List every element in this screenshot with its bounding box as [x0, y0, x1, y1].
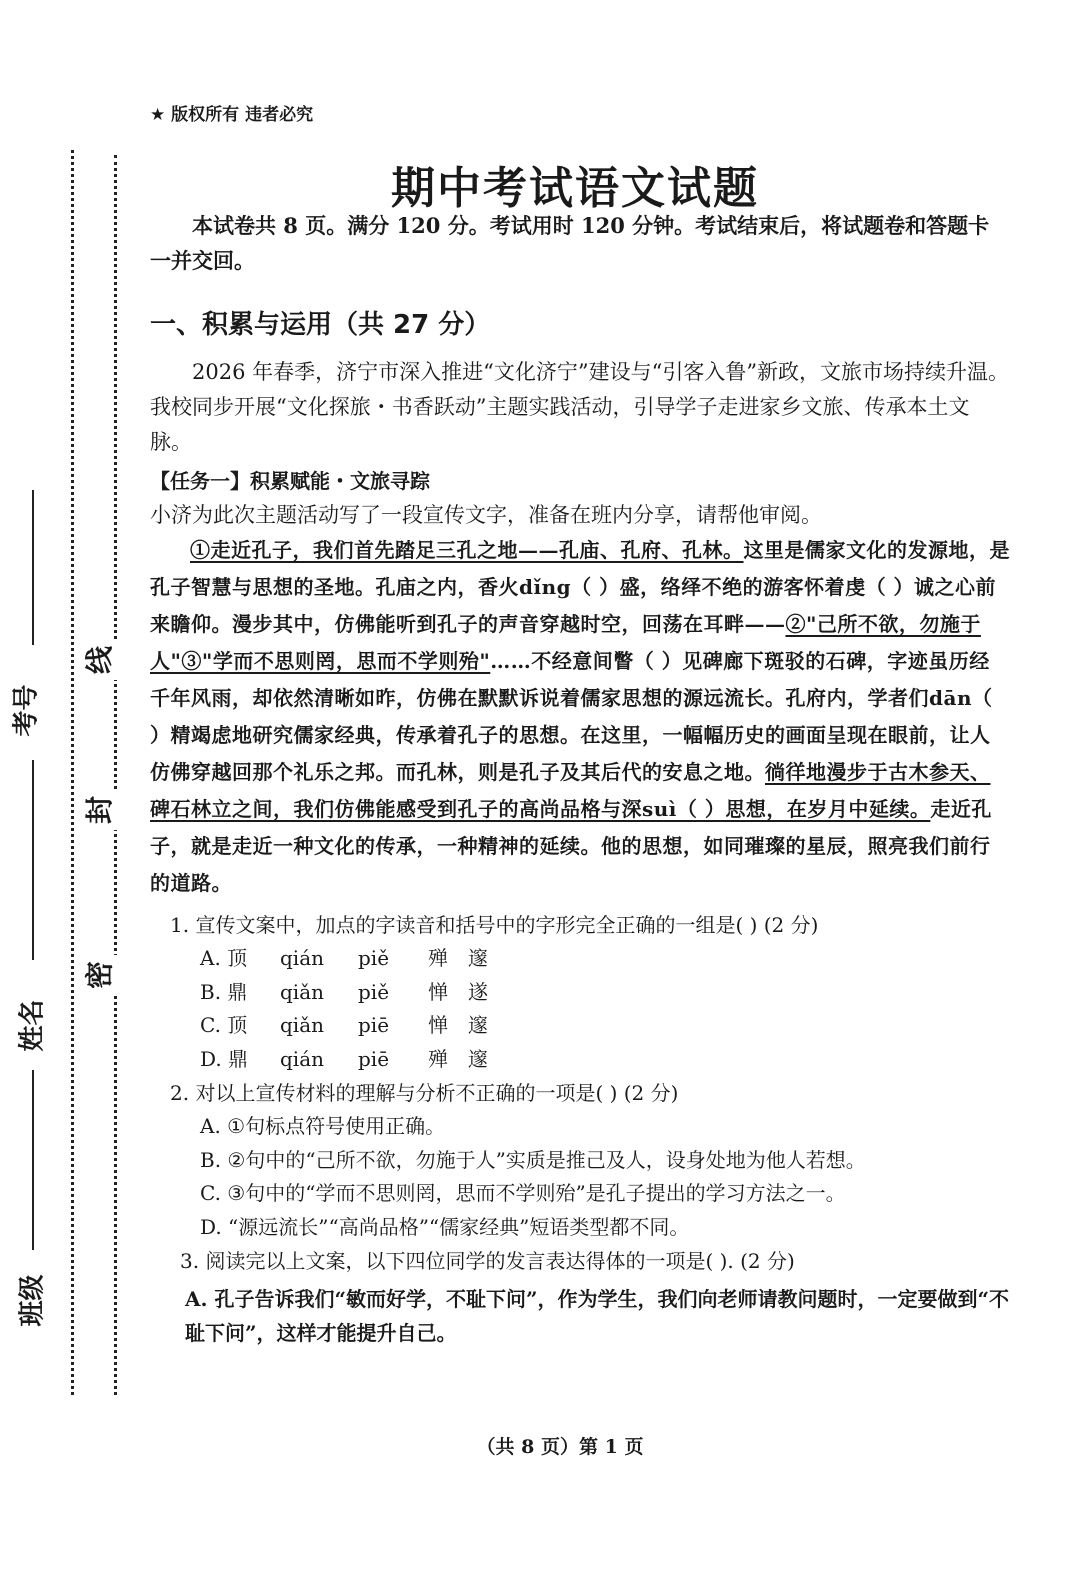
q1-option-a[interactable]: A. 顶 qián piě 殚 邃: [200, 946, 488, 970]
binding-dotted-line-outer: [71, 150, 74, 1395]
q1-option-c[interactable]: C. 顶 qiǎn piē 惮 邃: [200, 1013, 488, 1037]
task-description: 小济为此次主题活动写了一段宣传文字，准备在班内分享，请帮他审阅。: [150, 503, 822, 527]
sentence-2-3: ②"己所不欲，勿施于人"③"学而不思则罔，思而不学则殆": [150, 612, 981, 673]
q2-option-a[interactable]: A. ①句标点符号使用正确。: [200, 1114, 446, 1138]
seal-feng: 封: [78, 790, 118, 830]
q1-option-d[interactable]: D. 鼎 qián piē 殚 邃: [200, 1046, 488, 1071]
copyright-notice: ★ 版权所有 违者必究: [150, 105, 314, 125]
sentence-1: ①走近孔子，我们首先踏足三孔之地——孔庙、孔府、孔林。: [190, 538, 744, 562]
passage-part-2: 这里是儒家文化的发源地，是孔子智慧与思想的圣地。孔庙之内，香火dǐng（ ）盛，络绎不绝的游客怀着虔（ ）诚之心前来瞻仰。漫步其中，仿佛能听到孔子的声音穿越时空，回荡在耳畔——: [150, 538, 1010, 636]
name-label: 姓名: [10, 995, 51, 1055]
id-label: 考号: [4, 680, 45, 740]
section-heading: 一、积累与运用（共 27 分）: [150, 310, 491, 340]
name-fill-line-top: [32, 760, 34, 960]
exam-title: 期中考试语文试题: [391, 163, 759, 214]
name-fill-line: [32, 1070, 34, 1250]
q2-option-c[interactable]: C. ③句中的“学而不思则罔，思而不学则殆”是孔子提出的学习方法之一。: [200, 1181, 846, 1205]
question-2: 2. 对以上宣传材料的理解与分析不正确的一项是( ) (2 分): [170, 1081, 679, 1105]
sentence-wavy: 徜徉地漫步于古木参天、碑石林立之间，我们仿佛能感受到孔子的高尚品格与深suì（ ）思想，在岁月中延续。: [150, 760, 991, 821]
promo-passage: [150, 532, 1010, 902]
page-footer: （共 8 页）第 1 页: [476, 1436, 644, 1458]
exam-content: [150, 208, 1010, 1350]
class-label: 班级: [10, 1270, 51, 1330]
context-paragraph: 2026 年春季，济宁市深入推进“文化济宁”建设与“引客入鲁”新政，文旅市场持续升温。我校同步开展“文化探旅・书香跃动”主题实践活动，引导学子走进家乡文旅、传承本土文脉。: [150, 360, 1010, 454]
q3-option-a[interactable]: A. 孔子告诉我们“敏而好学，不耻下问”，作为学生，我们向老师请教问题时，一定要做到“不耻下问”，这样才能提升自己。: [185, 1287, 1009, 1345]
question-3: 3. 阅读完以上文案，以下四位同学的发言表达得体的一项是( ). (2 分): [180, 1249, 795, 1273]
exam-instructions: 本试卷共 8 页。满分 120 分。考试用时 120 分钟。考试结束后，将试题卷和答题卡一并交回。: [150, 213, 990, 273]
question-1: 1. 宣传文案中，加点的字读音和括号中的字形完全正确的一组是( ) (2 分): [170, 913, 819, 937]
passage-part-6: 走近孔子，就是走近一种文化的传承，一种精神的延续。他的思想，如同璀璨的星辰，照亮我们前行的道路。: [150, 797, 992, 895]
q2-option-b[interactable]: B. ②句中的“己所不欲，勿施于人”实质是推己及人，设身处地为他人若想。: [200, 1147, 866, 1172]
seal-xian: 线: [78, 640, 118, 680]
binding-dotted-line-inner: [114, 155, 117, 1395]
question-1-options: [200, 942, 1010, 1076]
q1-option-b[interactable]: B. 鼎 qiǎn piě 惮 遂: [200, 979, 488, 1004]
passage-part-4: ……不经意间瞥（ ）见碑廊下斑驳的石碑，字迹虽历经千年风雨，却依然清晰如昨，仿佛在默默诉说着儒家思想的源远流长。孔府内，学者们dān（ ）精竭虑地研究儒家经典，传承着孔子的思想。在这里，一幅幅历史的画面呈现在眼前，让人仿佛穿越回那个礼乐之邦。而孔林，则是孔子及其后代的安息之地。: [150, 649, 993, 784]
id-fill-line: [32, 490, 34, 645]
seal-mi: 密: [78, 955, 118, 995]
q2-option-d[interactable]: D. “源远流长”“高尚品格”“儒家经典”短语类型都不同。: [200, 1214, 690, 1239]
task-heading: 【任务一】积累赋能・文旅寻踪: [150, 469, 430, 493]
